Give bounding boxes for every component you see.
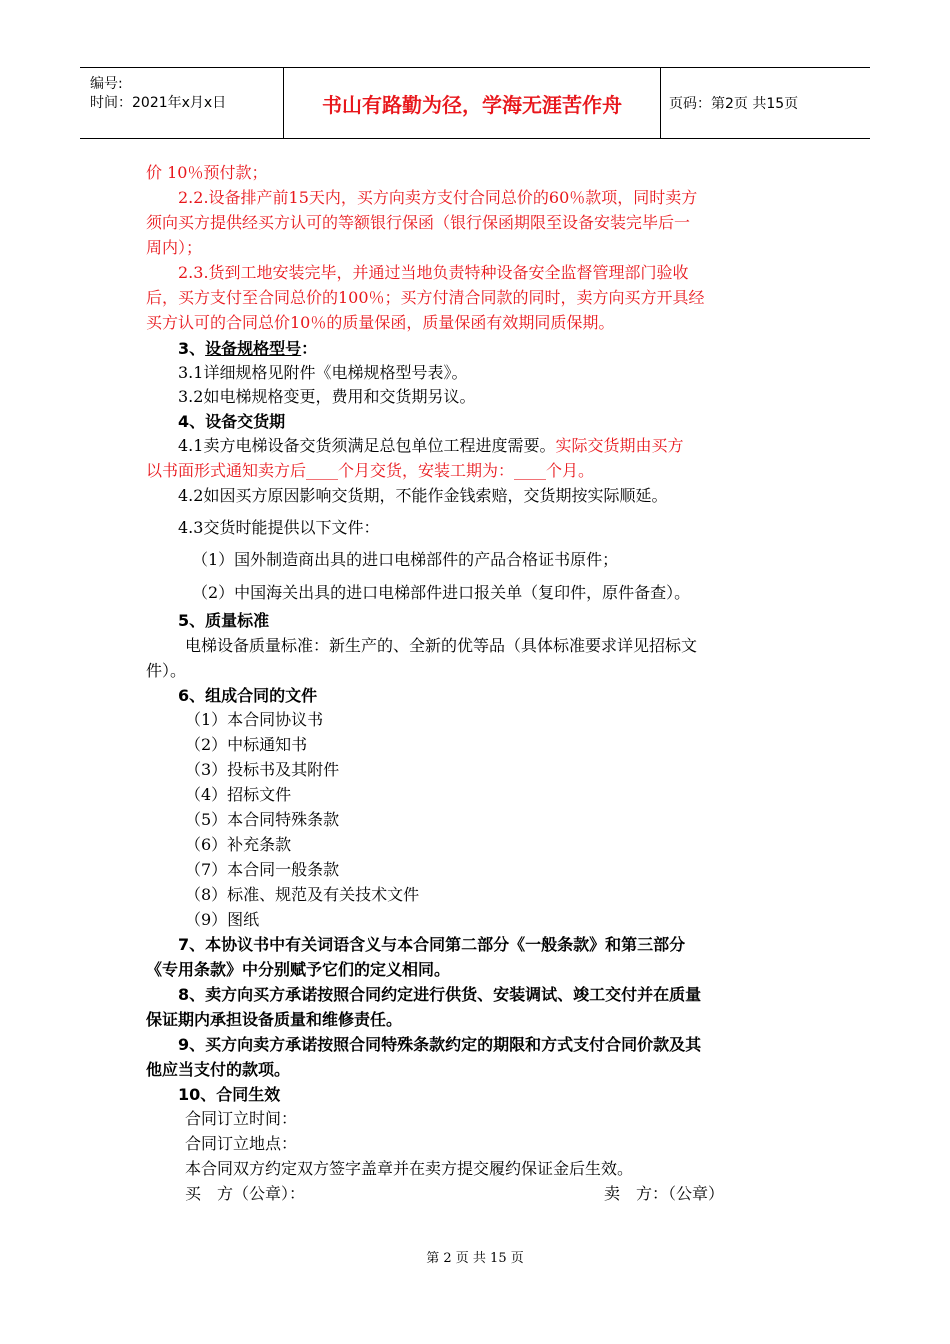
header-motto: 书山有路勤为径，学海无涯苦作舟 — [284, 68, 661, 138]
para-text: 4.1卖方电梯设备交货须满足总包单位工程进度需要。 — [178, 436, 556, 455]
buyer-seal: 买 方（公章）： — [185, 1184, 306, 1203]
page-header — [80, 67, 870, 139]
para-line: 合同订立时间： — [185, 1109, 298, 1128]
para-line: 4.2如因买方原因影响交货期，不能作金钱索赔，交货期按实际顺延。 — [178, 486, 668, 505]
seller-seal: 卖 方：（公章） — [604, 1184, 725, 1203]
list-item: （2）中标通知书 — [185, 735, 308, 754]
clause-8-line: 保证期内承担设备质量和维修责任。 — [146, 1010, 403, 1029]
para-line: 以书面形式通知卖方后____个月交货，安装工期为：____个月。 — [146, 461, 595, 480]
para-line: 件）。 — [146, 661, 187, 680]
time-label: 时间：2021年x月x日 — [90, 95, 227, 111]
number-label: 编号: — [90, 76, 123, 92]
list-item: （7）本合同一般条款 — [185, 860, 340, 879]
clause-7-line: 7、本协议书中有关词语含义与本合同第二部分《一般条款》和第三部分 — [178, 935, 686, 954]
header-meta — [80, 68, 284, 138]
para-line: （1）国外制造商出具的进口电梯部件的产品合格证书原件； — [192, 550, 619, 569]
list-item: （3）投标书及其附件 — [185, 760, 340, 779]
para-line: （2）中国海关出具的进口电梯部件进口报关单（复印件，原件备查）。 — [192, 583, 691, 602]
para-line: 4.3交货时能提供以下文件： — [178, 518, 380, 537]
para-line: 2.2.设备排产前15天内，买方向卖方支付合同总价的60％款项，同时卖方 — [178, 188, 698, 207]
list-item: （6）补充条款 — [185, 835, 292, 854]
section-heading-3 — [178, 338, 317, 360]
section-colon: ： — [301, 339, 318, 358]
para-line: 3.1详细规格见附件《电梯规格型号表》。 — [178, 363, 468, 382]
header-page-code: 页码：第2页 共15页 — [669, 96, 799, 112]
para-line: 本合同双方约定双方签字盖章并在卖方提交履约保证金后生效。 — [185, 1159, 634, 1178]
section-heading-5: 5、质量标准 — [178, 611, 270, 630]
para-line: 价 10％预付款； — [146, 163, 268, 182]
para-line: 买方认可的合同总价10％的质量保函，质量保函有效期同质保期。 — [146, 313, 615, 332]
section-heading-6: 6、组成合同的文件 — [178, 686, 318, 705]
section-heading-10: 10、合同生效 — [178, 1085, 281, 1104]
clause-9-line: 9、买方向卖方承诺按照合同特殊条款约定的期限和方式支付合同价款及其 — [178, 1035, 702, 1054]
para-line: 电梯设备质量标准：新生产的、全新的优等品（具体标准要求详见招标文 — [185, 636, 698, 655]
clause-9-line: 他应当支付的款项。 — [146, 1060, 291, 1079]
list-item: （4）招标文件 — [185, 785, 292, 804]
clause-8-line: 8、卖方向买方承诺按照合同约定进行供货、安装调试、竣工交付并在质量 — [178, 985, 702, 1004]
list-item: （8）标准、规范及有关技术文件 — [185, 885, 420, 904]
page-footer: 第 2 页 共 15 页 — [426, 1251, 524, 1266]
section-title: 设备规格型号 — [205, 339, 302, 358]
para-line — [178, 435, 683, 457]
para-line: 须向买方提供经买方认可的等额银行保函（银行保函期限至设备安装完毕后一 — [146, 213, 691, 232]
section-heading-4: 4、设备交货期 — [178, 412, 286, 431]
list-item: （9）图纸 — [185, 910, 260, 929]
clause-7-line: 《专用条款》中分别赋予它们的定义相同。 — [146, 960, 451, 979]
para-text-highlight: 实际交货期由买方 — [555, 436, 684, 455]
para-line: 3.2如电梯规格变更，费用和交货期另议。 — [178, 387, 476, 406]
para-line: 合同订立地点： — [185, 1134, 298, 1153]
list-item: （5）本合同特殊条款 — [185, 810, 340, 829]
para-line: 后，买方支付至合同总价的100％；买方付清合同款的同时，卖方向买方开具经 — [146, 288, 705, 307]
list-item: （1）本合同协议书 — [185, 710, 324, 729]
para-line: 2.3.货到工地安装完毕，并通过当地负责特种设备安全监督管理部门验收 — [178, 263, 689, 282]
para-line: 周内）； — [146, 238, 203, 257]
section-number: 3、 — [178, 339, 206, 358]
